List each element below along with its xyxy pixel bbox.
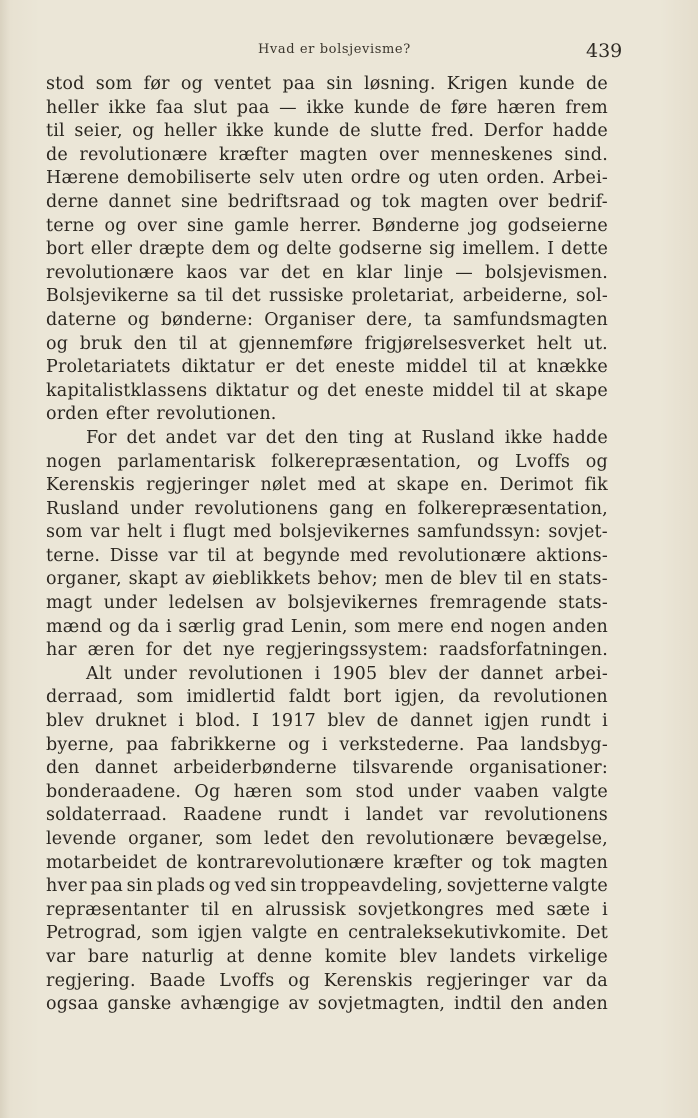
text-line: terne. Disse var til at begynde med revolutionære aktions- — [46, 545, 608, 566]
text-line: stod som før og ventet paa sin løsning. Krigen kunde de — [46, 74, 608, 94]
text-line: var bare naturlig at denne komite blev landets virkelige — [46, 946, 608, 967]
text-line: soldaterraad. Raadene rundt i landet var revolutionens — [46, 805, 608, 826]
page-header — [0, 38, 698, 64]
text-line: motarbeidet de kontrarevolutionære kræfter og tok magten — [46, 852, 608, 873]
text-line: nogen parlamentarisk folkerepræsentation, og Lvoffs og — [46, 451, 608, 472]
text-line: bort eller dræpte dem og delte godserne sig imellem. I dette — [46, 239, 608, 260]
text-line: blev druknet i blod. I 1917 blev de dannet igjen rundt i — [46, 711, 608, 732]
text-line: som var helt i flugt med bolsjevikernes samfundssyn: sovjet- — [46, 522, 608, 543]
text-line: og bruk den til at gjennemføre frigjørelsesverket helt ut. — [46, 333, 608, 354]
text-line: For det andet var det den ting at Rusland ikke hadde — [86, 427, 608, 448]
text-line: daterne og bønderne: Organiser dere, ta samfundsmagten — [46, 309, 608, 330]
text-line: levende organer, som ledet den revolutionære bevægelse, — [46, 829, 608, 849]
text-line: Alt under revolutionen i 1905 blev der dannet arbei- — [86, 663, 608, 684]
text-line: kapitalistklassens diktatur og det eneste middel til at skape — [46, 380, 608, 401]
text-line: Bolsjevikerne sa til det russiske proletariat, arbeiderne, sol- — [46, 286, 608, 307]
text-line: den dannet arbeiderbønderne tilsvarende organisationer: — [46, 758, 608, 779]
text-line: regjering. Baade Lvoffs og Kerenskis regjeringer var da — [46, 970, 608, 991]
text-line: derraad, som imidlertid faldt bort igjen, da revolutionen — [46, 687, 608, 708]
text-line: terne og over sine gamle herrer. Bønderne jog godseierne — [46, 215, 608, 236]
text-line: heller ikke faa slut paa — ikke kunde de føre hæren frem — [46, 97, 608, 118]
text-line: hver paa sin plads og ved sin troppeavdeling, sovjetterne valgte — [46, 876, 608, 897]
text-line: Rusland under revolutionens gang en folkerepræsentation, — [46, 498, 608, 519]
text-line: byerne, paa fabrikkerne og i verkstederne. Paa landsbyg- — [46, 734, 608, 755]
text-line: orden efter revolutionen. — [46, 404, 277, 425]
text-line: ogsaa ganske avhængige av sovjetmagten, indtil den anden — [46, 994, 608, 1015]
page-number: 439 — [586, 40, 623, 62]
text-line: Proletariatets diktatur er det eneste middel til at knække — [46, 357, 608, 378]
text-line: til seier, og heller ikke kunde de slutte fred. Derfor hadde — [46, 121, 608, 142]
body-text — [46, 73, 608, 1017]
text-line: bonderaadene. Og hæren som stod under vaaben valgte — [46, 781, 608, 802]
text-line: derne dannet sine bedriftsraad og tok magten over bedrif- — [46, 191, 608, 212]
text-line: magt under ledelsen av bolsjevikernes fremragende stats- — [46, 593, 608, 614]
text-line: organer, skapt av øieblikkets behov; men de blev til en stats- — [46, 569, 608, 590]
text-line: revolutionære kaos var det en klar linje — bolsjevismen. — [46, 262, 608, 283]
running-title: Hvad er bolsjevisme? — [258, 42, 411, 57]
text-line: Kerenskis regjeringer nølet med at skape en. Derimot fik — [46, 475, 608, 496]
text-line: Petrograd, som igjen valgte en centraleksekutivkomite. Det — [46, 923, 608, 944]
text-line: repræsentanter til en alrussisk sovjetkongres med sæte i — [46, 899, 608, 920]
text-line: mænd og da i særlig grad Lenin, som mere end nogen anden — [46, 616, 608, 637]
text-line: de revolutionære kræfter magten over menneskenes sind. — [46, 144, 608, 165]
text-line: Hærene demobiliserte selv uten ordre og uten orden. Arbei- — [46, 168, 608, 189]
text-line: har æren for det nye regjeringssystem: raadsforfatningen. — [46, 640, 608, 661]
